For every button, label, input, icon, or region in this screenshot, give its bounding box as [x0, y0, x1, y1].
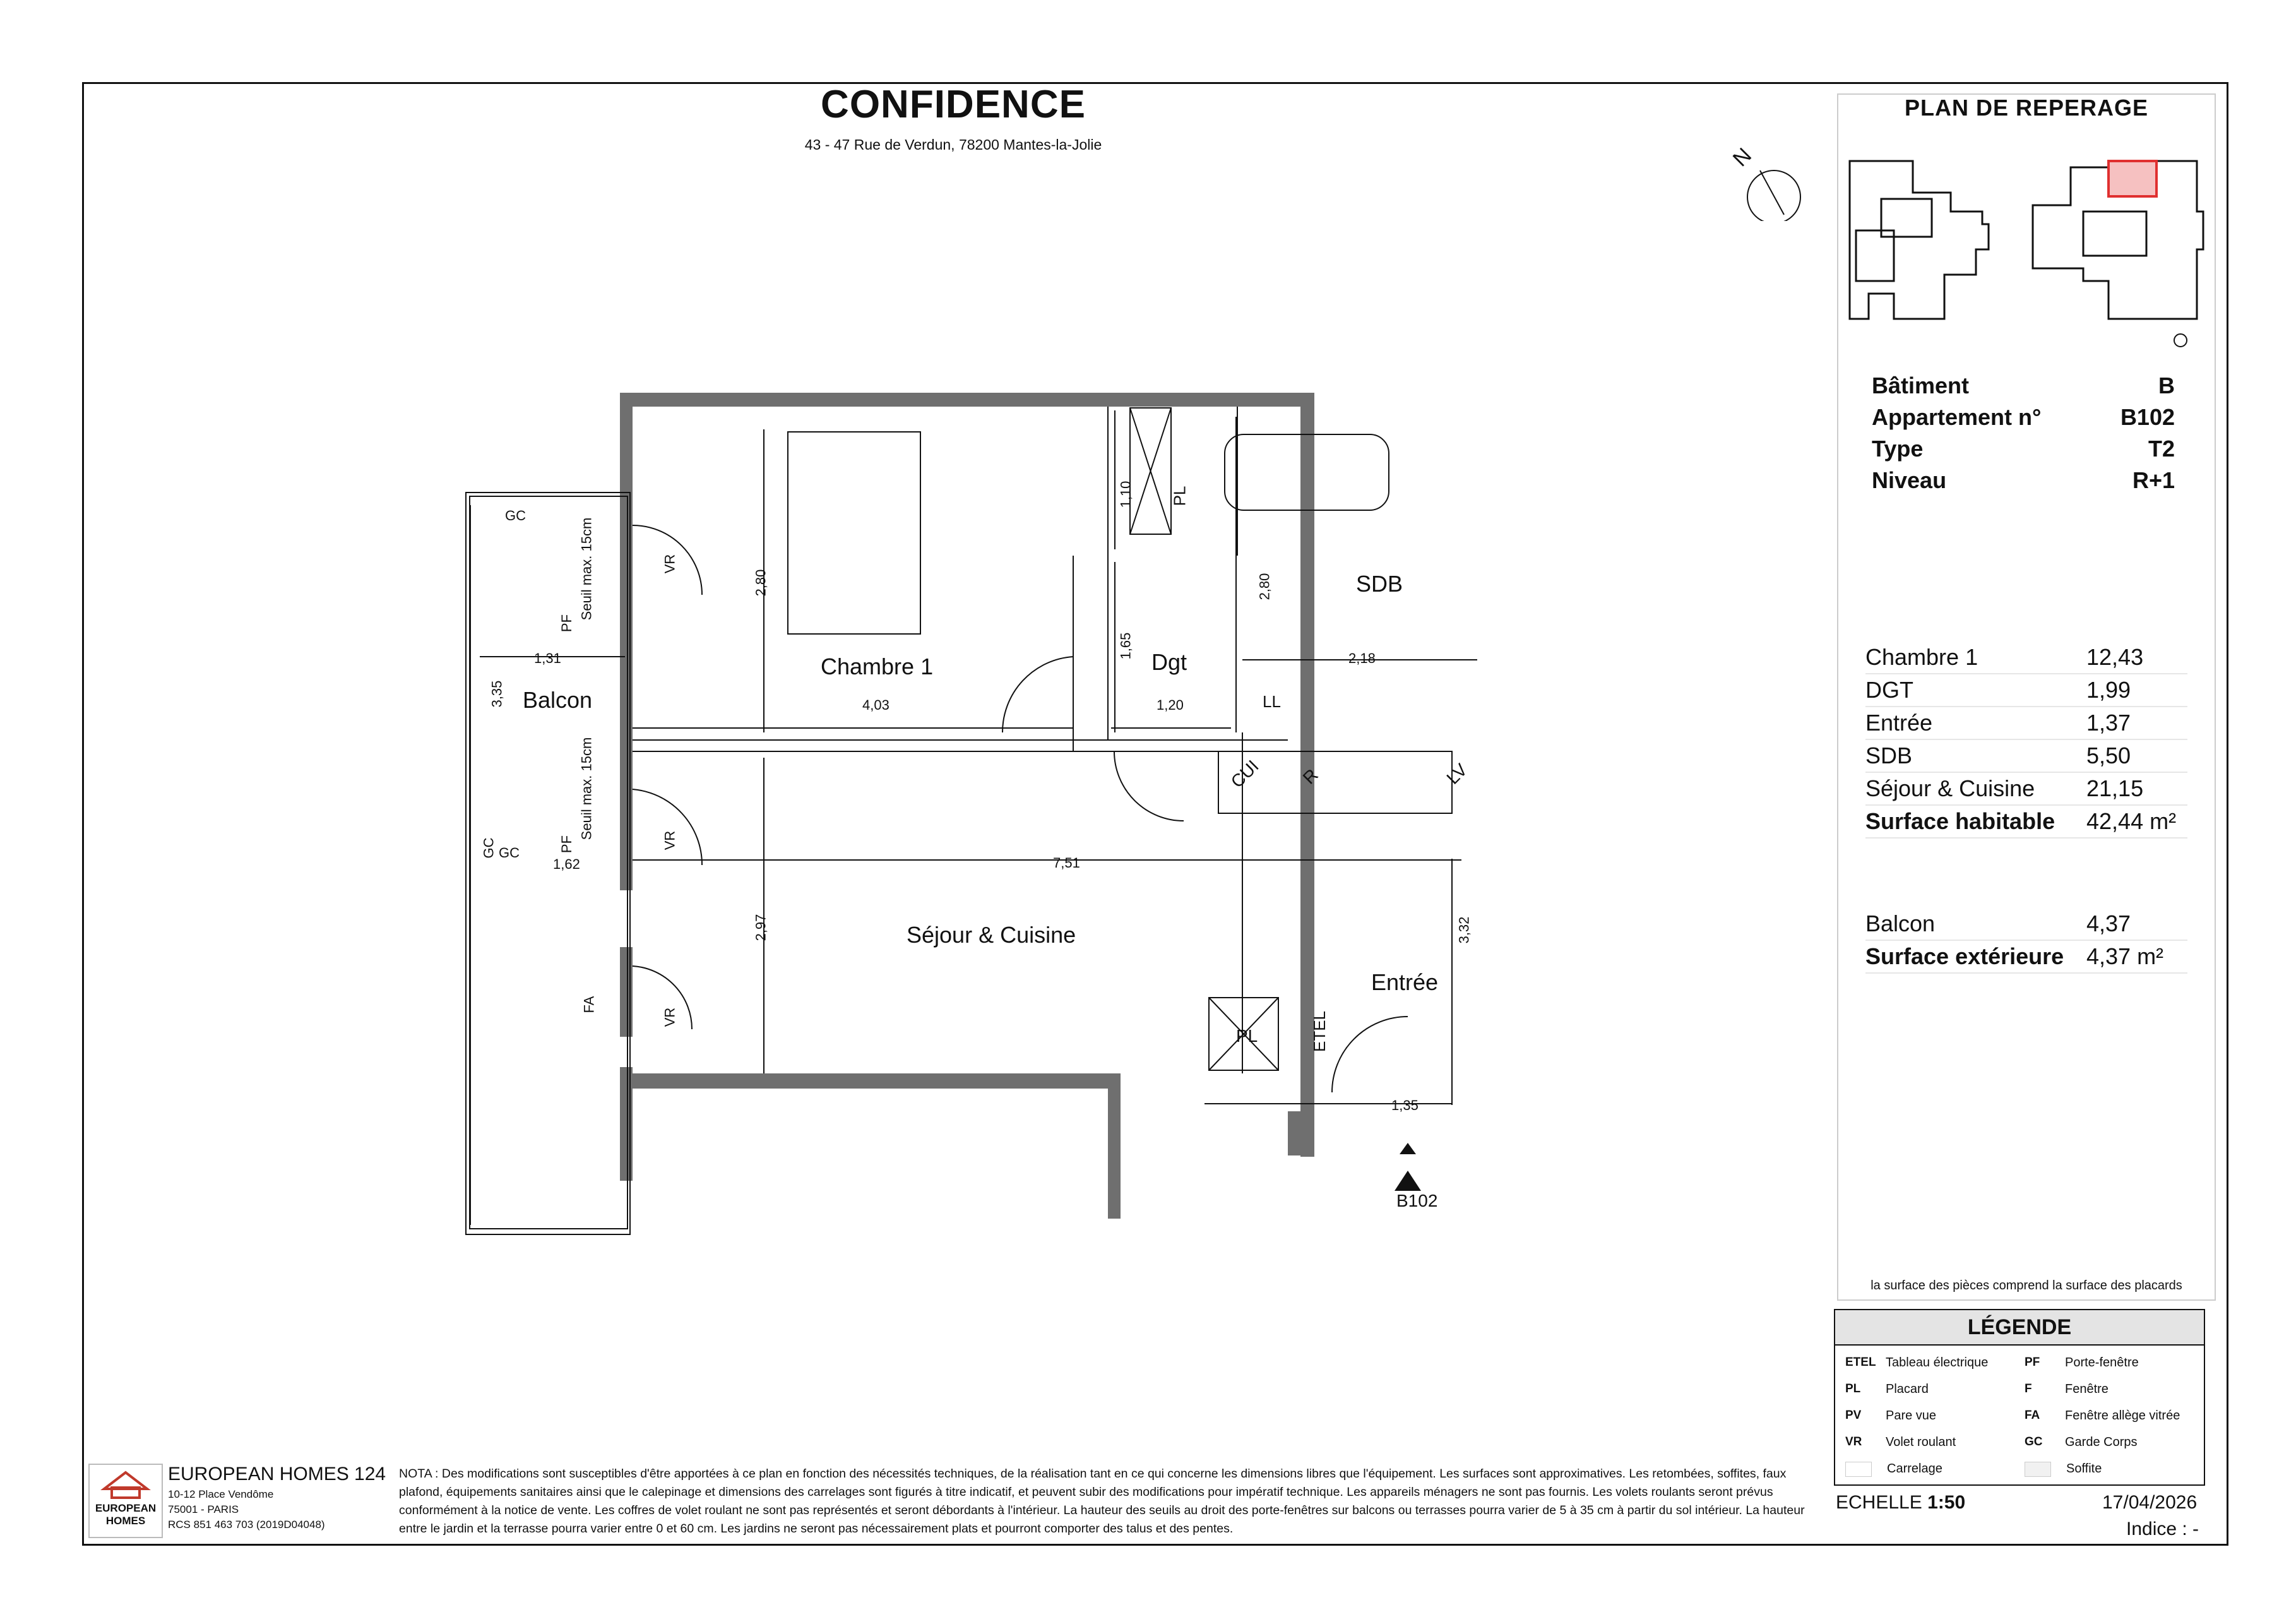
entry-marker-icon	[1392, 1143, 1424, 1193]
surface-exterieure-row	[1865, 943, 2187, 974]
dim-280b: 2,80	[1256, 573, 1273, 600]
dim-131: 1,31	[534, 650, 561, 666]
label-pf-2: PF	[559, 835, 575, 854]
compass	[1730, 145, 1805, 221]
surface-row	[1865, 677, 2187, 707]
label-gc-2: GC	[499, 845, 520, 861]
floor-plan	[442, 379, 1528, 1238]
info-niveau-value: R+1	[2132, 467, 2175, 493]
room-dgt: Dgt	[1151, 649, 1187, 675]
surface-value: 21,15	[2086, 775, 2144, 801]
label-fa: FA	[581, 996, 597, 1013]
plan-indice: Indice : -	[2126, 1519, 2199, 1539]
logo-text-2: HOMES	[105, 1515, 146, 1527]
label-pf-1: PF	[559, 614, 575, 633]
exterior-label: Balcon	[1865, 911, 1936, 936]
label-lv: LV	[1442, 760, 1472, 788]
legend-item-soffite: Soffite	[2025, 1462, 2102, 1477]
label-vr-2: VR	[662, 830, 678, 851]
project-title: CONFIDENCE	[821, 83, 1086, 126]
compass-north-label: N	[1728, 143, 1757, 172]
label-gc-1: GC	[505, 508, 526, 523]
legend-item-carrelage: Carrelage	[1845, 1462, 1942, 1477]
surface-row	[1865, 644, 2187, 674]
surface-label: Séjour & Cuisine	[1865, 775, 2035, 801]
logo-text-1: EUROPEAN	[95, 1502, 157, 1514]
company-rcs: RCS 851 463 703 (2019D04048)	[168, 1519, 325, 1531]
dim-120: 1,20	[1157, 697, 1184, 713]
legend-item: PF Porte-fenêtre	[2025, 1356, 2139, 1370]
legend-item: PV Pare vue	[1845, 1409, 1937, 1423]
house-logo-icon	[100, 1470, 151, 1499]
legend-item: FA Fenêtre allège vitrée	[2025, 1409, 2180, 1423]
apartment-marker: B102	[1396, 1191, 1438, 1210]
placards-note: la surface des pièces comprend la surface des placards	[1871, 1279, 2182, 1293]
surface-value: 1,37	[2086, 710, 2131, 736]
surface-label: SDB	[1865, 743, 1913, 768]
info-batiment	[1872, 373, 2175, 399]
info-appartement-value: B102	[2120, 404, 2175, 430]
surface-exterieure-label: Surface extérieure	[1865, 943, 2064, 969]
company-name: EUROPEAN HOMES 124	[168, 1464, 386, 1484]
label-pl-top: PL	[1170, 486, 1189, 506]
plan-reperage-title: PLAN DE REPERAGE	[1904, 95, 2149, 121]
dim-751: 7,51	[1053, 855, 1080, 871]
company-address-2: 75001 - PARIS	[168, 1503, 239, 1515]
label-ll: LL	[1263, 692, 1281, 711]
info-niveau	[1872, 467, 2175, 494]
scale-label: ECHELLE	[1836, 1492, 1922, 1513]
label-vr-1: VR	[662, 554, 678, 574]
label-seuil-2: Seuil max. 15cm	[578, 737, 595, 840]
label-etel: ETEL	[1310, 1010, 1329, 1053]
surface-value: 12,43	[2086, 644, 2144, 670]
exterior-row	[1865, 911, 2187, 941]
surface-habitable-value: 42,44 m²	[2086, 808, 2177, 834]
info-appartement-label: Appartement n°	[1872, 404, 2042, 430]
label-r: R	[1299, 765, 1322, 788]
location-plan	[1843, 155, 2210, 350]
info-niveau-label: Niveau	[1872, 467, 1947, 493]
legend-item: VR Volet roulant	[1845, 1435, 1956, 1449]
surface-value: 1,99	[2086, 677, 2131, 703]
legend-item: PL Placard	[1845, 1382, 1929, 1396]
info-appartement	[1872, 404, 2175, 431]
label-gc-3: GC	[480, 837, 497, 859]
legend-item: ETEL Tableau électrique	[1845, 1356, 1989, 1370]
label-pl-bottom: PL	[1236, 1026, 1258, 1046]
scale-value: 1:50	[1927, 1492, 1966, 1513]
exterior-value: 4,37	[2086, 911, 2131, 936]
surface-habitable-label: Surface habitable	[1865, 808, 2055, 834]
room-sdb: SDB	[1356, 571, 1403, 597]
carrelage-swatch	[1845, 1462, 1872, 1477]
company-address-1: 10-12 Place Vendôme	[168, 1488, 274, 1500]
info-type-label: Type	[1872, 436, 1924, 462]
info-batiment-label: Bâtiment	[1872, 373, 1970, 398]
label-vr-3: VR	[662, 1007, 678, 1027]
surface-habitable-row	[1865, 808, 2187, 839]
legend	[1834, 1309, 2205, 1486]
nota-text: NOTA : Des modifications sont susceptibles d'être apportées à ce plan en fonction des nécessités techniques, de la réalisation tant en ce qui concerne les dimensions libres que l'équipement. Les surfaces sont approximatives. Les retombées, soffites, faux plafond, équipements sanitaires ainsi que le calepinage et dimensions des carrelages sont figurés à titre indicatif, et peuvent subir des modifications pour impératif technique. Les appareils ménagers ne sont pas fournis. Les volets roulants seront prévus conformément à la notice de vente. Les coffres de volet roulant ne sont pas représentés et seront débordants à l'intérieur. La hauteur des seuils au droit des porte-fenêtres sur balcons ou terrasses pourra varier de 5 à 35 cm à partir du sol intérieur. La hauteur entre le jardin et la terrasse pourra varier entre 0 et 60 cm. Les jardins ne seront pas nécessairement plats et pourront comporter des talus et des pentes.	[399, 1467, 1805, 1536]
info-batiment-value: B	[2158, 373, 2175, 398]
dim-218: 2,18	[1348, 650, 1376, 666]
room-entree: Entrée	[1371, 969, 1439, 995]
scale	[1836, 1492, 1965, 1514]
plan-date: 17/04/2026	[2102, 1492, 2198, 1513]
dim-110: 1,10	[1117, 481, 1134, 508]
surface-label: Entrée	[1865, 710, 1933, 736]
dim-403: 4,03	[862, 697, 889, 713]
label-cui: CUI	[1227, 756, 1263, 792]
surface-row	[1865, 743, 2187, 773]
legend-item: F Fenêtre	[2025, 1382, 2109, 1396]
soffite-swatch	[2025, 1462, 2051, 1477]
surface-label: Chambre 1	[1865, 644, 1978, 670]
dim-135: 1,35	[1391, 1097, 1419, 1113]
dim-165: 1,65	[1117, 632, 1134, 660]
dim-280a: 2,80	[752, 569, 769, 597]
dim-332: 3,32	[1456, 916, 1472, 944]
info-type	[1872, 436, 2175, 462]
surface-value: 5,50	[2086, 743, 2131, 768]
room-balcon: Balcon	[523, 687, 593, 713]
surface-row	[1865, 710, 2187, 740]
surface-label: DGT	[1865, 677, 1913, 703]
dim-297: 2,97	[752, 914, 769, 941]
surface-row	[1865, 775, 2187, 806]
company-details	[168, 1487, 325, 1532]
label-seuil-1: Seuil max. 15cm	[578, 517, 595, 621]
info-type-value: T2	[2148, 436, 2175, 462]
legend-title: LÉGENDE	[1835, 1310, 2204, 1346]
project-address: 43 - 47 Rue de Verdun, 78200 Mantes-la-Jolie	[804, 136, 1102, 153]
dim-335: 3,35	[489, 680, 505, 708]
room-sejour: Séjour & Cuisine	[907, 922, 1076, 948]
company-logo	[88, 1464, 163, 1538]
legend-item: GC Garde Corps	[2025, 1435, 2138, 1449]
dim-162: 1,62	[553, 856, 580, 872]
room-chambre: Chambre 1	[821, 654, 934, 679]
surface-exterieure-value: 4,37 m²	[2086, 943, 2164, 969]
